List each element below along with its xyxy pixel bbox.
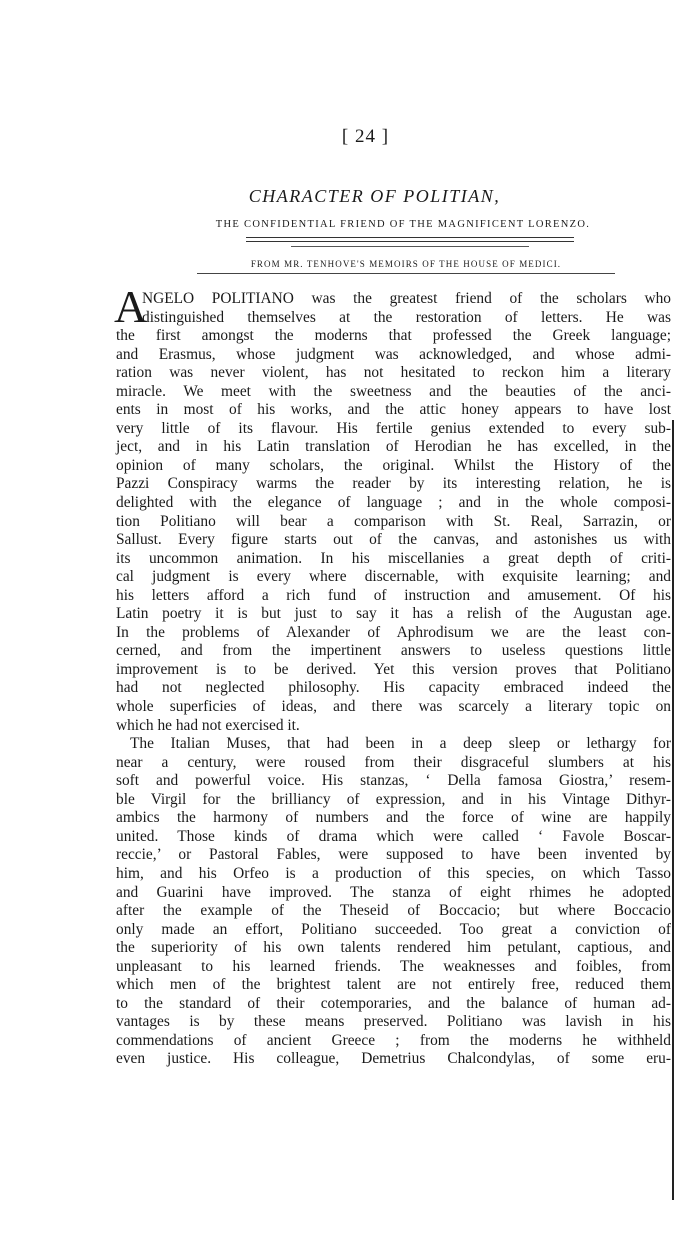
text-line: and Guarini have improved. The stanza of eight rhimes he adopted [116, 883, 671, 901]
text-line: near a century, were roused from their disgraceful slumbers at his [116, 753, 671, 771]
small-caps-name: NGELO POLITIANO [142, 290, 294, 307]
text-line: the superiority of his own talents rendered him petulant, captious, and [116, 939, 671, 957]
page-edge-line [672, 420, 674, 1200]
text-line: very little of its flavour. His fertile genius extended to every sub- [116, 419, 671, 437]
text-line: ambics the harmony of numbers and the force of wine are happily [116, 809, 671, 827]
body-text [114, 281, 671, 1069]
article-subtitle: THE CONFIDENTIAL FRIEND OF THE MAGNIFICENT LORENZO. [215, 219, 591, 230]
text-line: Latin poetry it is but just to say it has a relish of the Augustan age. [116, 605, 671, 623]
text-line: opinion of many scholars, the original. Whilst the History of the [116, 456, 671, 474]
text-line: commendations of ancient Greece ; from the moderns he withheld [116, 1031, 671, 1049]
text-line: improvement is to be derived. Yet this version proves that Politiano [116, 660, 671, 678]
text-line: cal judgment is every where discernable, with exquisite learning; and [116, 568, 671, 586]
text-line: tion Politiano will bear a comparison with St. Real, Sarrazin, or [116, 512, 671, 530]
text-line: cerned, and from the impertinent answers to useless questions little [116, 642, 671, 660]
text-line: him, and his Orfeo is a production of this species, on which Tasso [116, 864, 671, 882]
text-line: ble Virgil for the brilliancy of expression, and in his Vintage Dithyr- [116, 790, 671, 808]
text-line: soft and powerful voice. His stanzas, ‘ Della famosa Giostra,’ resem- [116, 772, 671, 790]
text-line: its uncommon animation. In his miscellanies a great depth of criti- [116, 549, 671, 567]
rule-divider [291, 246, 529, 247]
text-line: even justice. His colleague, Demetrius Chalcondylas, of some eru- [116, 1050, 671, 1068]
text-line: Pazzi Conspiracy warms the reader by its interesting relation, he is [116, 475, 671, 493]
text-line: and Erasmus, whose judgment was acknowledged, and whose admi- [116, 345, 671, 363]
text-line: his letters afford a rich fund of instruction and amusement. Of his [116, 586, 671, 604]
text-line: vantages is by these means preserved. Politiano was lavish in his [116, 1013, 671, 1031]
text-line: after the example of the Theseid of Boccacio; but where Boccacio [116, 902, 671, 920]
text-line: to the standard of their cotemporaries, and the balance of human ad- [116, 994, 671, 1012]
text-line: reccie,’ or Pastoral Fables, were supposed to have been invented by [116, 846, 671, 864]
text-line-content: was the greatest friend of the scholars who [293, 290, 671, 307]
text-line: the first amongst the moderns that professed the Greek language; [116, 327, 671, 345]
text-line: united. Those kinds of drama which were called ‘ Favole Boscar- [116, 827, 671, 845]
text-line: whole superficies of ideas, and there was scarcely a literary topic on [116, 698, 671, 716]
text-line: ents in most of his works, and the attic honey appears to have lost [116, 401, 671, 419]
text-line: In the problems of Alexander of Aphrodisum we are the least con- [116, 623, 671, 641]
text-line: ration was never violent, has not hesitated to reckon him a literary [116, 364, 671, 382]
text-line: which men of the brightest talent are not entirely free, reduced them [116, 976, 671, 994]
text-line: The Italian Muses, that had been in a deep sleep or lethargy for [130, 735, 671, 753]
text-line: ject, and in his Latin translation of Herodian he has excelled, in the [116, 438, 671, 456]
text-line: delighted with the elegance of language ; and in the whole composi- [116, 494, 671, 512]
double-rule-divider [246, 237, 574, 242]
text-line [116, 290, 671, 309]
article-title: CHARACTER OF POLITIAN, [248, 186, 501, 206]
text-line: miracle. We meet with the sweetness and the beauties of the anci- [116, 382, 671, 400]
source-attribution: FROM MR. TENHOVE'S MEMOIRS OF THE HOUSE OF MEDICI. [250, 259, 562, 269]
text-line: distinguished themselves at the restoration of letters. He was [142, 308, 671, 326]
text-line: only made an effort, Politiano succeeded. Too great a conviction of [116, 920, 671, 938]
text-line: had not neglected philosophy. His capacity embraced indeed the [116, 679, 671, 697]
text-line: which he had not exercised it. [116, 716, 300, 734]
text-line: Sallust. Every figure starts out of the canvas, and astonishes us with [116, 531, 671, 549]
drop-cap: A [114, 281, 148, 332]
page-number: [ 24 ] [341, 126, 390, 147]
text-line: unpleasant to his learned friends. The weaknesses and foibles, from [116, 957, 671, 975]
source-underline [197, 273, 615, 274]
